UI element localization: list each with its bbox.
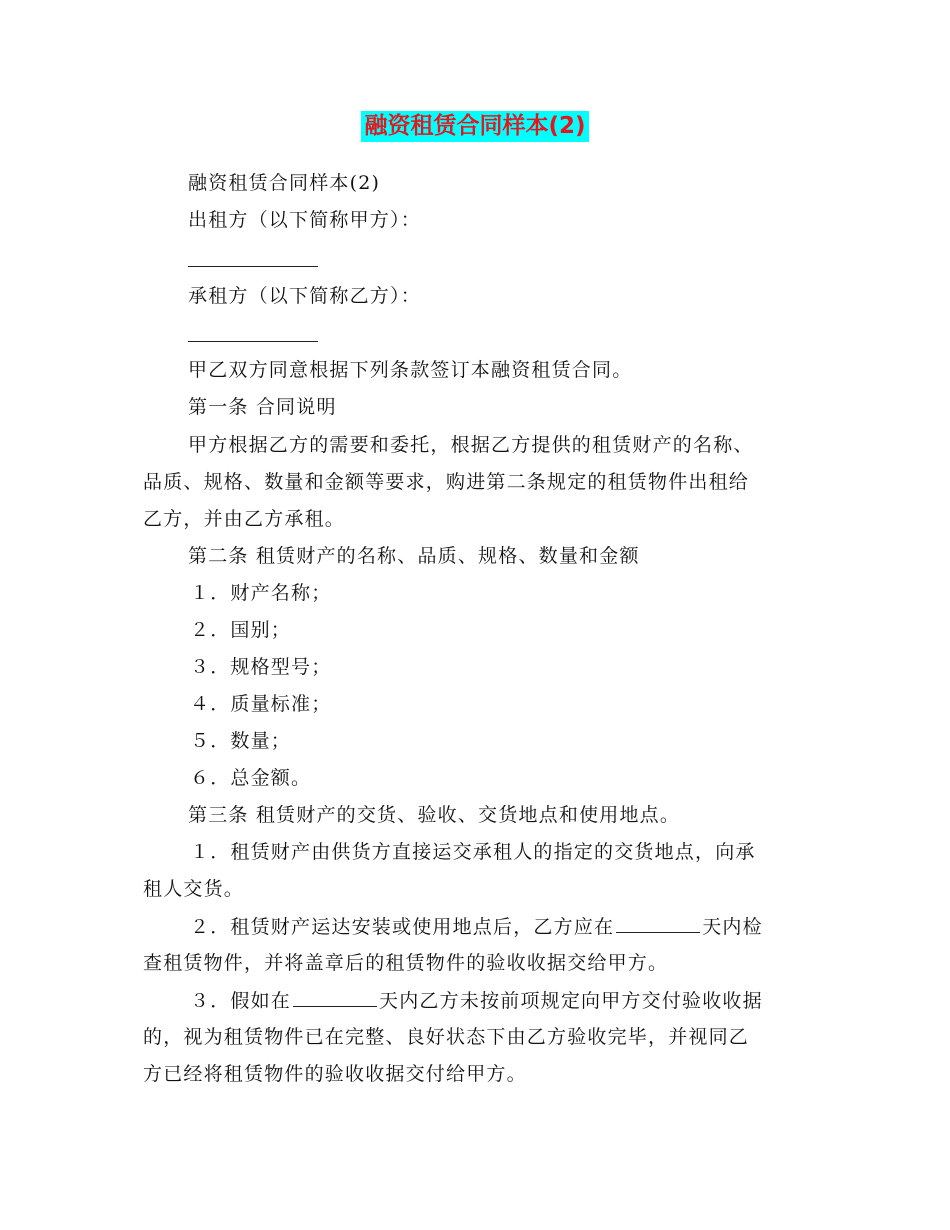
lessee-blank: [188, 341, 318, 342]
subtitle-line: 融资租赁合同样本(2): [188, 172, 381, 194]
article-3-text: [190, 914, 763, 939]
article-3-heading: 第三条 租赁财产的交货、验收、交货地点和使用地点。: [188, 804, 681, 826]
article-3-text: 租人交货。: [143, 878, 245, 900]
document-title: 融资租赁合同样本(2): [361, 111, 588, 142]
lessor-line: 出租方（以下简称甲方）：: [188, 209, 421, 231]
days-blank: [616, 914, 700, 933]
article-2-heading: 第二条 租赁财产的名称、品质、规格、数量和金额: [188, 545, 640, 567]
article-2-item: ５．数量；: [190, 730, 292, 752]
article-1-text: 甲方根据乙方的需要和委托，根据乙方提供的租赁财产的名称、: [188, 434, 754, 456]
article-2-item: ３．规格型号；: [190, 656, 332, 678]
article-1-heading: 第一条 合同说明: [188, 396, 337, 418]
article-2-item: ６．总金额。: [190, 767, 312, 789]
article-2-item: １．财产名称；: [190, 582, 332, 604]
article-2-item: ４．质量标准；: [190, 693, 332, 715]
days-blank: [293, 988, 377, 1007]
article-3-text: 的，视为租赁物件已在完整、良好状态下由乙方验收完毕，并视同乙: [143, 1026, 750, 1048]
article-3-text: [190, 988, 763, 1013]
lessee-line: 承租方（以下简称乙方）：: [188, 285, 421, 307]
title-wrap: [0, 111, 950, 142]
lessor-blank: [188, 266, 318, 267]
text-segment: 天内乙方未按前项规定向甲方交付验收收据: [379, 990, 763, 1012]
text-segment: 天内检: [702, 916, 763, 938]
article-3-text: 方已经将租赁物件的验收收据交付给甲方。: [143, 1063, 527, 1085]
agreement-line: 甲乙双方同意根据下列条款签订本融资租赁合同。: [188, 359, 633, 381]
text-segment: ２．租赁财产运达安装或使用地点后，乙方应在: [190, 916, 615, 938]
article-1-text: 乙方，并由乙方承租。: [143, 508, 346, 530]
article-3-text: 查租赁物件，并将盖章后的租赁物件的验收收据交给甲方。: [143, 952, 669, 974]
article-1-text: 品质、规格、数量和金额等要求，购进第二条规定的租赁物件出租给: [143, 471, 750, 493]
article-3-text: １．租赁财产由供货方直接运交承租人的指定的交货地点，向承: [190, 841, 756, 863]
article-2-item: ２．国别；: [190, 619, 292, 641]
text-segment: ３．假如在: [190, 990, 292, 1012]
